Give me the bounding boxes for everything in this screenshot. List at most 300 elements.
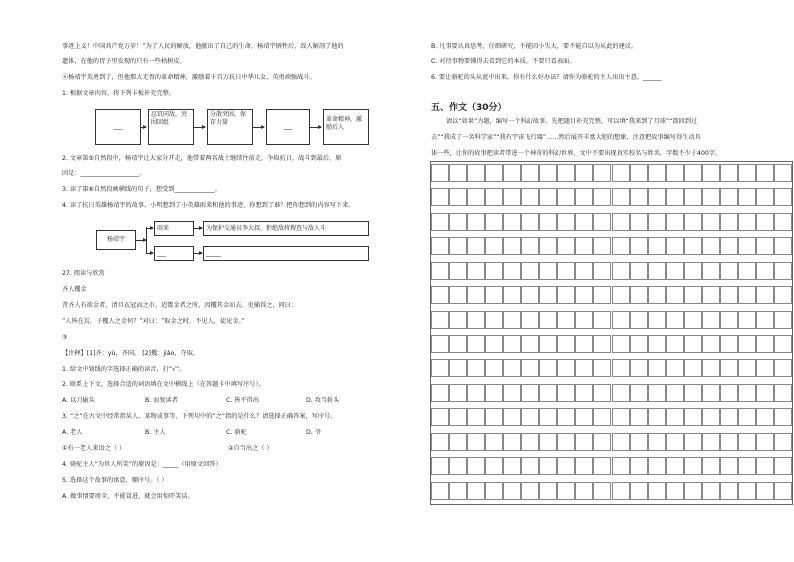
grid-cell[interactable] — [648, 188, 666, 206]
grid-cell[interactable] — [449, 188, 467, 206]
option-b-right: B. 凡事要认真思考，仔细研究，不能因小失大，要不能自以为从此的建议。 — [431, 43, 638, 50]
grid-cell[interactable] — [503, 359, 521, 377]
grid-cell[interactable] — [702, 164, 720, 182]
grid-cell[interactable] — [774, 311, 792, 329]
grid-cell[interactable] — [720, 482, 738, 500]
grid-cell[interactable] — [539, 384, 557, 402]
grid-cell[interactable] — [756, 335, 774, 353]
grid-cell[interactable] — [756, 213, 774, 231]
grid-cell[interactable] — [774, 286, 792, 304]
grid-cell[interactable] — [503, 482, 521, 500]
grid-cell[interactable] — [738, 286, 756, 304]
grid-cell[interactable] — [702, 213, 720, 231]
grid-cell[interactable] — [720, 188, 738, 206]
grid-cell[interactable] — [503, 188, 521, 206]
grid-cell[interactable] — [557, 262, 575, 280]
grid-cell[interactable] — [648, 482, 666, 500]
grid-cell[interactable] — [630, 408, 648, 426]
grid-cell[interactable] — [720, 384, 738, 402]
grid-cell[interactable] — [612, 237, 630, 255]
grid-cell[interactable] — [720, 164, 738, 182]
grid-cell[interactable] — [702, 262, 720, 280]
grid-cell[interactable] — [702, 311, 720, 329]
grid-cell[interactable] — [521, 262, 539, 280]
grid-cell[interactable] — [648, 457, 666, 475]
grid-cell[interactable] — [449, 359, 467, 377]
grid-cell[interactable] — [521, 237, 539, 255]
grid-cell[interactable] — [666, 311, 684, 329]
grid-cell[interactable] — [684, 359, 702, 377]
tree-connector — [146, 228, 153, 229]
grid-cell[interactable] — [630, 164, 648, 182]
grid-cell[interactable] — [648, 164, 666, 182]
grid-cell[interactable] — [756, 262, 774, 280]
grid-cell[interactable] — [593, 359, 611, 377]
grid-cell[interactable] — [575, 213, 593, 231]
grid-cell[interactable] — [612, 359, 630, 377]
grid-cell[interactable] — [503, 164, 521, 182]
grid-cell[interactable] — [575, 482, 593, 500]
grid-cell[interactable] — [557, 213, 575, 231]
option-a: A. 老人 — [62, 429, 83, 436]
grid-cell[interactable] — [539, 262, 557, 280]
grid-cell[interactable] — [720, 237, 738, 255]
grid-cell[interactable] — [575, 262, 593, 280]
grid-cell[interactable] — [521, 286, 539, 304]
grid-cell[interactable] — [648, 213, 666, 231]
grid-cell[interactable] — [503, 457, 521, 475]
grid-cell[interactable] — [557, 335, 575, 353]
grid-cell[interactable] — [593, 335, 611, 353]
grid-cell[interactable] — [503, 433, 521, 451]
grid-cell[interactable] — [539, 408, 557, 426]
grid-cell[interactable] — [575, 188, 593, 206]
grid-cell[interactable] — [702, 457, 720, 475]
grid-cell[interactable] — [593, 457, 611, 475]
grid-cell[interactable] — [485, 286, 503, 304]
grid-cell[interactable] — [539, 433, 557, 451]
grid-cell[interactable] — [720, 433, 738, 451]
grid-cell[interactable] — [593, 311, 611, 329]
grid-cell[interactable] — [431, 237, 449, 255]
grid-cell[interactable] — [684, 164, 702, 182]
grid-cell[interactable] — [720, 335, 738, 353]
grid-cell[interactable] — [738, 311, 756, 329]
grid-cell[interactable] — [666, 384, 684, 402]
grid-cell[interactable] — [666, 433, 684, 451]
grid-cell[interactable] — [756, 311, 774, 329]
grid-cell[interactable] — [485, 311, 503, 329]
grid-cell[interactable] — [557, 433, 575, 451]
grid-cell[interactable] — [521, 457, 539, 475]
grid-cell[interactable] — [467, 237, 485, 255]
grid-cell[interactable] — [593, 384, 611, 402]
grid-cell[interactable] — [557, 384, 575, 402]
grid-cell[interactable] — [557, 457, 575, 475]
grid-cell[interactable] — [756, 433, 774, 451]
grid-cell[interactable] — [521, 433, 539, 451]
grid-cell[interactable] — [756, 164, 774, 182]
grid-cell[interactable] — [612, 482, 630, 500]
grid-cell[interactable] — [485, 188, 503, 206]
grid-cell[interactable] — [630, 359, 648, 377]
subq-3a: ①有一老人来语之（ ） — [62, 445, 126, 452]
grid-cell[interactable] — [593, 237, 611, 255]
grid-cell[interactable] — [593, 408, 611, 426]
grid-cell[interactable] — [503, 384, 521, 402]
grid-cell[interactable] — [774, 359, 792, 377]
grid-cell[interactable] — [431, 457, 449, 475]
grid-cell[interactable] — [756, 457, 774, 475]
grid-cell[interactable] — [684, 188, 702, 206]
grid-cell[interactable] — [449, 433, 467, 451]
grid-cell[interactable] — [774, 433, 792, 451]
grid-cell[interactable] — [774, 457, 792, 475]
annotation-note: 【注释】[1]齐：yù，齐国。 [2]攫：jiǎo，夺取。 — [62, 350, 200, 357]
grid-cell[interactable] — [431, 311, 449, 329]
grid-cell[interactable] — [449, 384, 467, 402]
grid-cell[interactable] — [738, 335, 756, 353]
grid-cell[interactable] — [575, 457, 593, 475]
grid-cell[interactable] — [557, 164, 575, 182]
grid-cell[interactable] — [485, 359, 503, 377]
grid-cell[interactable] — [756, 286, 774, 304]
subq-5-option-a: A. 做事情要周全，不能冒进，就会用惊吓笑话。 — [62, 493, 194, 500]
grid-cell[interactable] — [467, 384, 485, 402]
grid-cell[interactable] — [575, 408, 593, 426]
grid-cell[interactable] — [612, 433, 630, 451]
grid-cell[interactable] — [666, 188, 684, 206]
grid-cell[interactable] — [666, 164, 684, 182]
flow-box-4: ___ — [266, 109, 310, 145]
grid-cell[interactable] — [648, 286, 666, 304]
grid-cell[interactable] — [503, 408, 521, 426]
grid-cell[interactable] — [756, 482, 774, 500]
grid-cell[interactable] — [738, 408, 756, 426]
grid-cell[interactable] — [467, 457, 485, 475]
grid-cell[interactable] — [503, 262, 521, 280]
question-3: 3. 读了第⑥自然段画横线的句子，想受到_____________。 — [62, 186, 221, 193]
grid-cell[interactable] — [720, 262, 738, 280]
grid-cell[interactable] — [521, 213, 539, 231]
grid-cell[interactable] — [593, 482, 611, 500]
grid-cell[interactable] — [702, 359, 720, 377]
grid-cell[interactable] — [467, 359, 485, 377]
grid-cell[interactable] — [648, 359, 666, 377]
grid-cell[interactable] — [503, 213, 521, 231]
tree-connector — [194, 228, 202, 229]
grid-cell[interactable] — [449, 311, 467, 329]
grid-cell[interactable] — [612, 188, 630, 206]
grid-cell[interactable] — [648, 433, 666, 451]
grid-cell[interactable] — [467, 433, 485, 451]
grid-cell[interactable] — [431, 188, 449, 206]
grid-cell[interactable] — [431, 408, 449, 426]
grid-cell[interactable] — [575, 359, 593, 377]
grid-cell[interactable] — [593, 213, 611, 231]
grid-cell[interactable] — [630, 286, 648, 304]
grid-cell[interactable] — [575, 384, 593, 402]
grid-cell[interactable] — [593, 188, 611, 206]
grid-cell[interactable] — [449, 262, 467, 280]
grid-cell[interactable] — [431, 359, 449, 377]
grid-cell[interactable] — [503, 311, 521, 329]
grid-cell[interactable] — [612, 408, 630, 426]
grid-cell[interactable] — [738, 384, 756, 402]
grid-cell[interactable] — [630, 433, 648, 451]
grid-cell[interactable] — [666, 482, 684, 500]
grid-cell[interactable] — [666, 286, 684, 304]
grid-cell[interactable] — [431, 482, 449, 500]
grid-cell[interactable] — [593, 164, 611, 182]
grid-cell[interactable] — [485, 384, 503, 402]
grid-cell[interactable] — [720, 286, 738, 304]
grid-cell[interactable] — [630, 335, 648, 353]
grid-cell[interactable] — [503, 286, 521, 304]
grid-cell[interactable] — [485, 237, 503, 255]
grid-cell[interactable] — [738, 482, 756, 500]
essay-writing-grid[interactable] — [430, 161, 793, 505]
grid-cell[interactable] — [467, 286, 485, 304]
grid-cell[interactable] — [503, 335, 521, 353]
grid-cell[interactable] — [467, 164, 485, 182]
grid-cell[interactable] — [485, 164, 503, 182]
grid-cell[interactable] — [738, 262, 756, 280]
grid-cell[interactable] — [630, 482, 648, 500]
option-b: B. 主人 — [145, 429, 166, 436]
grid-cell[interactable] — [738, 164, 756, 182]
grid-cell[interactable] — [557, 188, 575, 206]
grid-cell[interactable] — [774, 213, 792, 231]
grid-cell[interactable] — [485, 482, 503, 500]
grid-cell[interactable] — [720, 213, 738, 231]
grid-cell[interactable] — [684, 433, 702, 451]
grid-cell[interactable] — [612, 457, 630, 475]
grid-cell[interactable] — [738, 359, 756, 377]
grid-cell[interactable] — [666, 335, 684, 353]
grid-cell[interactable] — [648, 262, 666, 280]
grid-cell[interactable] — [774, 335, 792, 353]
grid-cell[interactable] — [521, 482, 539, 500]
grid-cell[interactable] — [431, 262, 449, 280]
grid-cell[interactable] — [557, 286, 575, 304]
option-c: C. 皆不得出 — [226, 397, 260, 404]
grid-cell[interactable] — [539, 164, 557, 182]
grid-cell[interactable] — [557, 311, 575, 329]
grid-cell[interactable] — [630, 457, 648, 475]
grid-cell[interactable] — [738, 188, 756, 206]
grid-cell[interactable] — [648, 237, 666, 255]
grid-cell[interactable] — [521, 384, 539, 402]
grid-cell[interactable] — [467, 335, 485, 353]
grid-cell[interactable] — [449, 213, 467, 231]
grid-cell[interactable] — [702, 408, 720, 426]
grid-cell[interactable] — [539, 188, 557, 206]
grid-cell[interactable] — [521, 188, 539, 206]
grid-cell[interactable] — [684, 286, 702, 304]
grid-cell[interactable] — [648, 335, 666, 353]
grid-cell[interactable] — [431, 286, 449, 304]
grid-cell[interactable] — [467, 262, 485, 280]
grid-cell[interactable] — [503, 237, 521, 255]
grid-cell[interactable] — [612, 335, 630, 353]
grid-cell[interactable] — [521, 408, 539, 426]
grid-cell[interactable] — [467, 311, 485, 329]
grid-cell[interactable] — [593, 262, 611, 280]
grid-cell[interactable] — [575, 311, 593, 329]
grid-cell[interactable] — [702, 188, 720, 206]
grid-cell[interactable] — [684, 457, 702, 475]
grid-cell[interactable] — [684, 335, 702, 353]
grid-cell[interactable] — [431, 433, 449, 451]
grid-cell[interactable] — [774, 408, 792, 426]
grid-cell[interactable] — [738, 433, 756, 451]
grid-cell[interactable] — [666, 359, 684, 377]
grid-cell[interactable] — [666, 408, 684, 426]
grid-cell[interactable] — [774, 384, 792, 402]
option-d: D. 爷 — [306, 429, 321, 436]
grid-cell[interactable] — [774, 262, 792, 280]
section-27: 27. 阅读与欣赏 — [62, 270, 105, 277]
grid-cell[interactable] — [648, 311, 666, 329]
grid-cell[interactable] — [720, 457, 738, 475]
grid-cell[interactable] — [684, 311, 702, 329]
grid-cell[interactable] — [449, 482, 467, 500]
grid-cell[interactable] — [630, 384, 648, 402]
essay-instructions-2: 去”“我成了一名科学家”“我有宇宙飞行器”……然后展开丰富大胆的想象，注意把故事编写得生动具 — [431, 134, 701, 141]
grid-cell[interactable] — [774, 188, 792, 206]
grid-cell[interactable] — [666, 457, 684, 475]
grid-cell[interactable] — [557, 359, 575, 377]
flow-arrow — [141, 127, 146, 128]
grid-cell[interactable] — [756, 359, 774, 377]
grid-cell[interactable] — [449, 335, 467, 353]
grid-cell[interactable] — [539, 311, 557, 329]
grid-cell[interactable] — [612, 164, 630, 182]
grid-cell[interactable] — [702, 482, 720, 500]
grid-cell[interactable] — [539, 237, 557, 255]
grid-cell[interactable] — [702, 433, 720, 451]
grid-cell[interactable] — [756, 237, 774, 255]
grid-cell[interactable] — [702, 286, 720, 304]
grid-cell[interactable] — [684, 384, 702, 402]
grid-cell[interactable] — [684, 408, 702, 426]
grid-cell[interactable] — [557, 237, 575, 255]
grid-cell[interactable] — [485, 262, 503, 280]
grid-cell[interactable] — [612, 311, 630, 329]
question-4: 4. 读了抗日英雄杨靖宇的故事，小明想到了小英雄雨来和他的事迹，你想到了谁？把你想到的内容写下来。 — [62, 202, 355, 209]
grid-cell[interactable] — [539, 482, 557, 500]
grid-cell[interactable] — [666, 262, 684, 280]
grid-cell[interactable] — [449, 286, 467, 304]
grid-cell[interactable] — [575, 335, 593, 353]
grid-cell[interactable] — [630, 311, 648, 329]
grid-cell[interactable] — [557, 408, 575, 426]
grid-cell[interactable] — [612, 384, 630, 402]
grid-cell[interactable] — [720, 359, 738, 377]
grid-cell[interactable] — [521, 359, 539, 377]
subq-2: 2. 联系上下文，选择合适的词语填在文中横线上（在答题卡中填写序号）。 — [62, 381, 265, 388]
grid-cell[interactable] — [702, 384, 720, 402]
grid-cell[interactable] — [485, 408, 503, 426]
grid-cell[interactable] — [521, 164, 539, 182]
grid-cell[interactable] — [485, 213, 503, 231]
grid-cell[interactable] — [756, 188, 774, 206]
grid-cell[interactable] — [539, 457, 557, 475]
grid-cell[interactable] — [702, 335, 720, 353]
grid-cell[interactable] — [630, 188, 648, 206]
grid-cell[interactable] — [612, 286, 630, 304]
grid-cell[interactable] — [593, 286, 611, 304]
grid-cell[interactable] — [485, 457, 503, 475]
grid-cell[interactable] — [467, 213, 485, 231]
grid-cell[interactable] — [738, 237, 756, 255]
grid-cell[interactable] — [449, 408, 467, 426]
grid-cell[interactable] — [539, 335, 557, 353]
grid-cell[interactable] — [738, 213, 756, 231]
grid-cell[interactable] — [684, 262, 702, 280]
flow-arrow — [310, 127, 321, 128]
grid-cell[interactable] — [431, 335, 449, 353]
grid-cell[interactable] — [575, 164, 593, 182]
grid-cell[interactable] — [612, 262, 630, 280]
grid-cell[interactable] — [630, 213, 648, 231]
grid-cell[interactable] — [630, 262, 648, 280]
grid-cell[interactable] — [575, 286, 593, 304]
grid-cell[interactable] — [467, 408, 485, 426]
grid-cell[interactable] — [431, 384, 449, 402]
grid-cell[interactable] — [648, 384, 666, 402]
grid-cell[interactable] — [774, 237, 792, 255]
grid-cell[interactable] — [666, 237, 684, 255]
grid-cell[interactable] — [666, 213, 684, 231]
grid-cell[interactable] — [431, 164, 449, 182]
grid-cell[interactable] — [702, 237, 720, 255]
grid-cell[interactable] — [774, 164, 792, 182]
grid-cell[interactable] — [720, 311, 738, 329]
grid-cell[interactable] — [684, 482, 702, 500]
grid-cell[interactable] — [684, 237, 702, 255]
grid-cell[interactable] — [557, 482, 575, 500]
grid-cell[interactable] — [467, 482, 485, 500]
grid-cell[interactable] — [539, 213, 557, 231]
grid-cell[interactable] — [539, 286, 557, 304]
grid-cell[interactable] — [648, 408, 666, 426]
grid-cell[interactable] — [684, 213, 702, 231]
grid-cell[interactable] — [539, 359, 557, 377]
grid-cell[interactable] — [575, 433, 593, 451]
grid-cell[interactable] — [756, 384, 774, 402]
grid-cell[interactable] — [575, 237, 593, 255]
grid-cell[interactable] — [593, 433, 611, 451]
grid-cell[interactable] — [431, 213, 449, 231]
grid-cell[interactable] — [774, 482, 792, 500]
grid-cell[interactable] — [467, 188, 485, 206]
grid-cell[interactable] — [449, 164, 467, 182]
grid-cell[interactable] — [485, 335, 503, 353]
grid-cell[interactable] — [720, 408, 738, 426]
grid-cell[interactable] — [738, 457, 756, 475]
grid-cell[interactable] — [485, 433, 503, 451]
grid-cell[interactable] — [521, 335, 539, 353]
grid-cell[interactable] — [756, 408, 774, 426]
grid-cell[interactable] — [449, 237, 467, 255]
grid-cell[interactable] — [449, 457, 467, 475]
grid-cell[interactable] — [630, 237, 648, 255]
tree-branch-1: 雨来 — [154, 221, 194, 236]
grid-cell[interactable] — [612, 213, 630, 231]
grid-cell[interactable] — [521, 311, 539, 329]
